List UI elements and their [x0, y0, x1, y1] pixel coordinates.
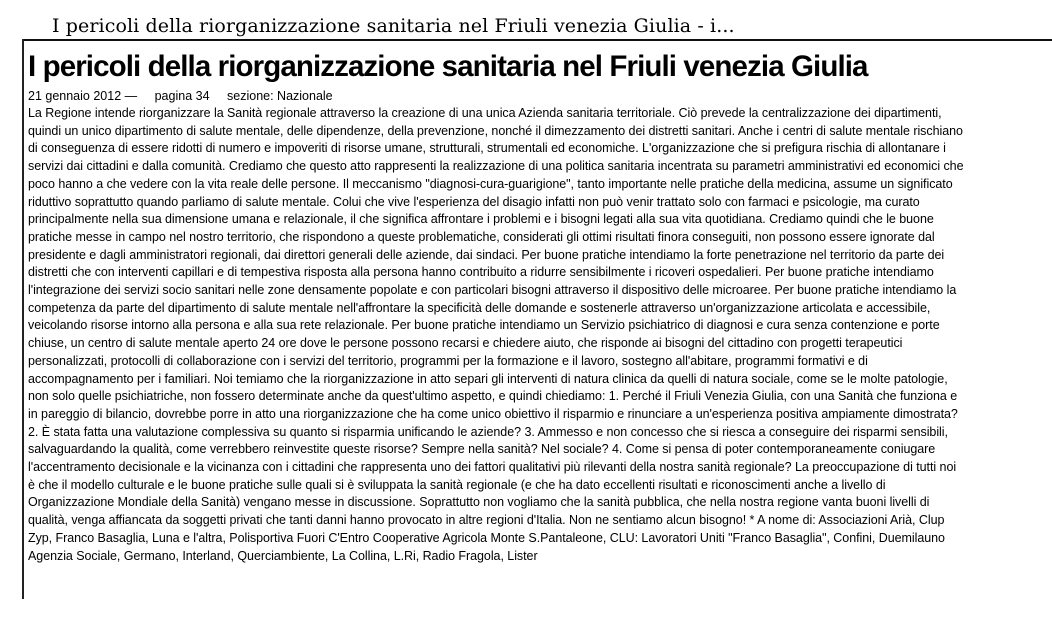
body-line: personalizzati, protocolli di collaborazione con i servizi del territorio, programmi per la formazione e il lavoro, sostegno all'abitare, programmi formativi e di [28, 353, 868, 368]
body-line: Organizzazione Mondiale della Sanità) vengano messe in discussione. Soprattutto non vogliamo che la sanità pubblica, che nella nostra regione vanta buoni livelli di [28, 495, 930, 510]
body-line: presidente e dagli amministratori regionali, dai direttori generali delle aziende, dai sindaci. Per buone pratiche intendiamo la forte penetrazione nel territorio da parte dei [28, 247, 945, 262]
body-line: pratiche messe in campo nel nostro territorio, che rispondono a queste problematiche, considerati gli ottimi risultati finora conseguiti, non possono essere ignorate dal [28, 229, 935, 244]
body-line: l'integrazione dei servizi socio sanitari nelle zone densamente popolate e con particolari bisogni attraverso il dispositivo delle microaree. Per buone pratiche intendiamo la [28, 283, 957, 298]
body-line: distretti che con interventi capillari e di tempestiva risposta alla persona hanno contribuito a ridurre sensibilmente i ricoveri ospedalieri. Per buone pratiche intendiamo [28, 265, 934, 280]
page-header-title: I pericoli della riorganizzazione sanitaria nel Friuli venezia Giulia - i... [52, 15, 735, 37]
article-section: sezione: Nazionale [227, 89, 333, 103]
body-line: quindi un unico dipartimento di salute mentale, delle dipendenze, della prevenzione, nonché il dimezzamento dei distretti sanitari. Anche i centri di salute mentale rischiano [28, 123, 963, 138]
body-line: chiuse, un centro di salute mentale aperto 24 ore dove le persone possono recarsi e chiedere aiuto, che risponde ai bisogni del cittadino con progetti terapeutici [28, 336, 903, 351]
article-page-number: pagina 34 [154, 89, 210, 103]
body-line: l'accentramento decisionale e la vicinanza con i cittadini che rappresenta uno dei fattori qualitativi più rilevanti della nostra sanità regionale? La preoccupazione di tutti noi [28, 460, 957, 475]
body-line: in pareggio di bilancio, dovrebbe porre in atto una riorganizzazione che ha come unico obiettivo il risparmio e rinunciare a un'esperienza positiva ampiamente dimostrata? [28, 406, 958, 421]
article-headline: I pericoli della riorganizzazione sanitaria nel Friuli venezia Giulia [28, 50, 868, 83]
article-date: 21 gennaio 2012 — [28, 89, 138, 103]
body-line: principalmente nella sua dimensione umana e relazionale, il che significa affrontare i problemi e i bisogni legati alla sua vita quotidiana. Crediamo quindi che le buone [28, 212, 934, 227]
body-line: Zyp, Franco Basaglia, Luna e l'altra, Polisportiva Fuori C'Entro Cooperative Agricola Monte S.Pantaleone, CLU: Lavoratori Uniti "Franco Basaglia", Confini, Duemilauno [28, 530, 945, 545]
body-line: qualità, venga affiancata da soggetti privati che tanti danni hanno provocato in altre regioni d'Italia. Non ne sentiamo alcun bisogno! * A nome di: Associazioni Arià, Clup [28, 513, 945, 528]
body-line: 2. È stata fatta una valutazione complessiva su quanto si risparmia unificando le aziende? 3. Ammesso e non concesso che si riesca a conseguire dei risparmi sensibili, [28, 424, 948, 439]
body-line: è che il modello culturale e le buone pratiche sulle quali si è sviluppata la sanità regionale (e che ha dato eccellenti risultati e riconoscimenti anche a livello di [28, 477, 886, 492]
body-line: di conseguenza di essere ridotti di numero e impoveriti di risorse umane, strutturali, strumentali ed economiche. L'organizzazione che si prefigura rischia di allontanare i [28, 141, 946, 156]
body-line: riduttivo soprattutto quando parliamo di salute mentale. Colui che vive l'esperienza del disagio infatti non può venir trattato solo con farmaci e psicologie, ma curato [28, 194, 920, 209]
body-line: veicolando risorse intorno alla persona e alla sua rete relazionale. Per buone pratiche intendiamo un Servizio psichiatrico di diagnosi e cura senza contenzione e porte [28, 318, 940, 333]
body-line: servizi dai cittadini e dalla comunità. Crediamo che questo atto rappresenti la realizzazione di una politica sanitaria incentrata su parametri amministrativi ed economici che [28, 159, 964, 174]
body-line: competenza da parte del dipartimento di salute mentale nell'affrontare la specificità delle domande e sostenerle attraverso un'organizzazione articolata e accessibile, [28, 300, 931, 315]
left-border [22, 39, 24, 599]
article-body [28, 105, 1046, 565]
body-line: non solo quelle psichiatriche, non fossero determinate anche da quest'ultimo aspetto, e quindi chiediamo: 1. Perché il Friuli Venezia Giulia, con una Sanità che funziona e [28, 389, 958, 404]
body-line: Agenzia Sociale, Germano, Interland, Querciambiente, La Collina, L.Ri, Radio Fragola, Lister [28, 548, 538, 563]
body-line: La Regione intende riorganizzare la Sanità regionale attraverso la creazione di una unica Azienda sanitaria territoriale. Ciò prevede la centralizzazione dei dipartimenti, [28, 106, 942, 120]
top-divider [22, 39, 1052, 41]
body-line: accompagnamento per i familiari. Noi temiamo che la riorganizzazione in atto separi gli interventi di natura clinica da quelli di natura sociale, come se le molte patologie, [28, 371, 948, 386]
body-line: salvaguardando la qualità, come verrebbero reinvestite queste risorse? Sempre nella sanità? Nel sociale? 4. Come si pensa di poter contemporaneamente coniugare [28, 442, 936, 457]
article-meta [28, 88, 347, 104]
body-line: poco hanno a che vedere con la vita reale delle persone. Il meccanismo "diagnosi-cura-guarigione", tanto importante nelle pratiche della medicina, assume un significato [28, 176, 953, 191]
